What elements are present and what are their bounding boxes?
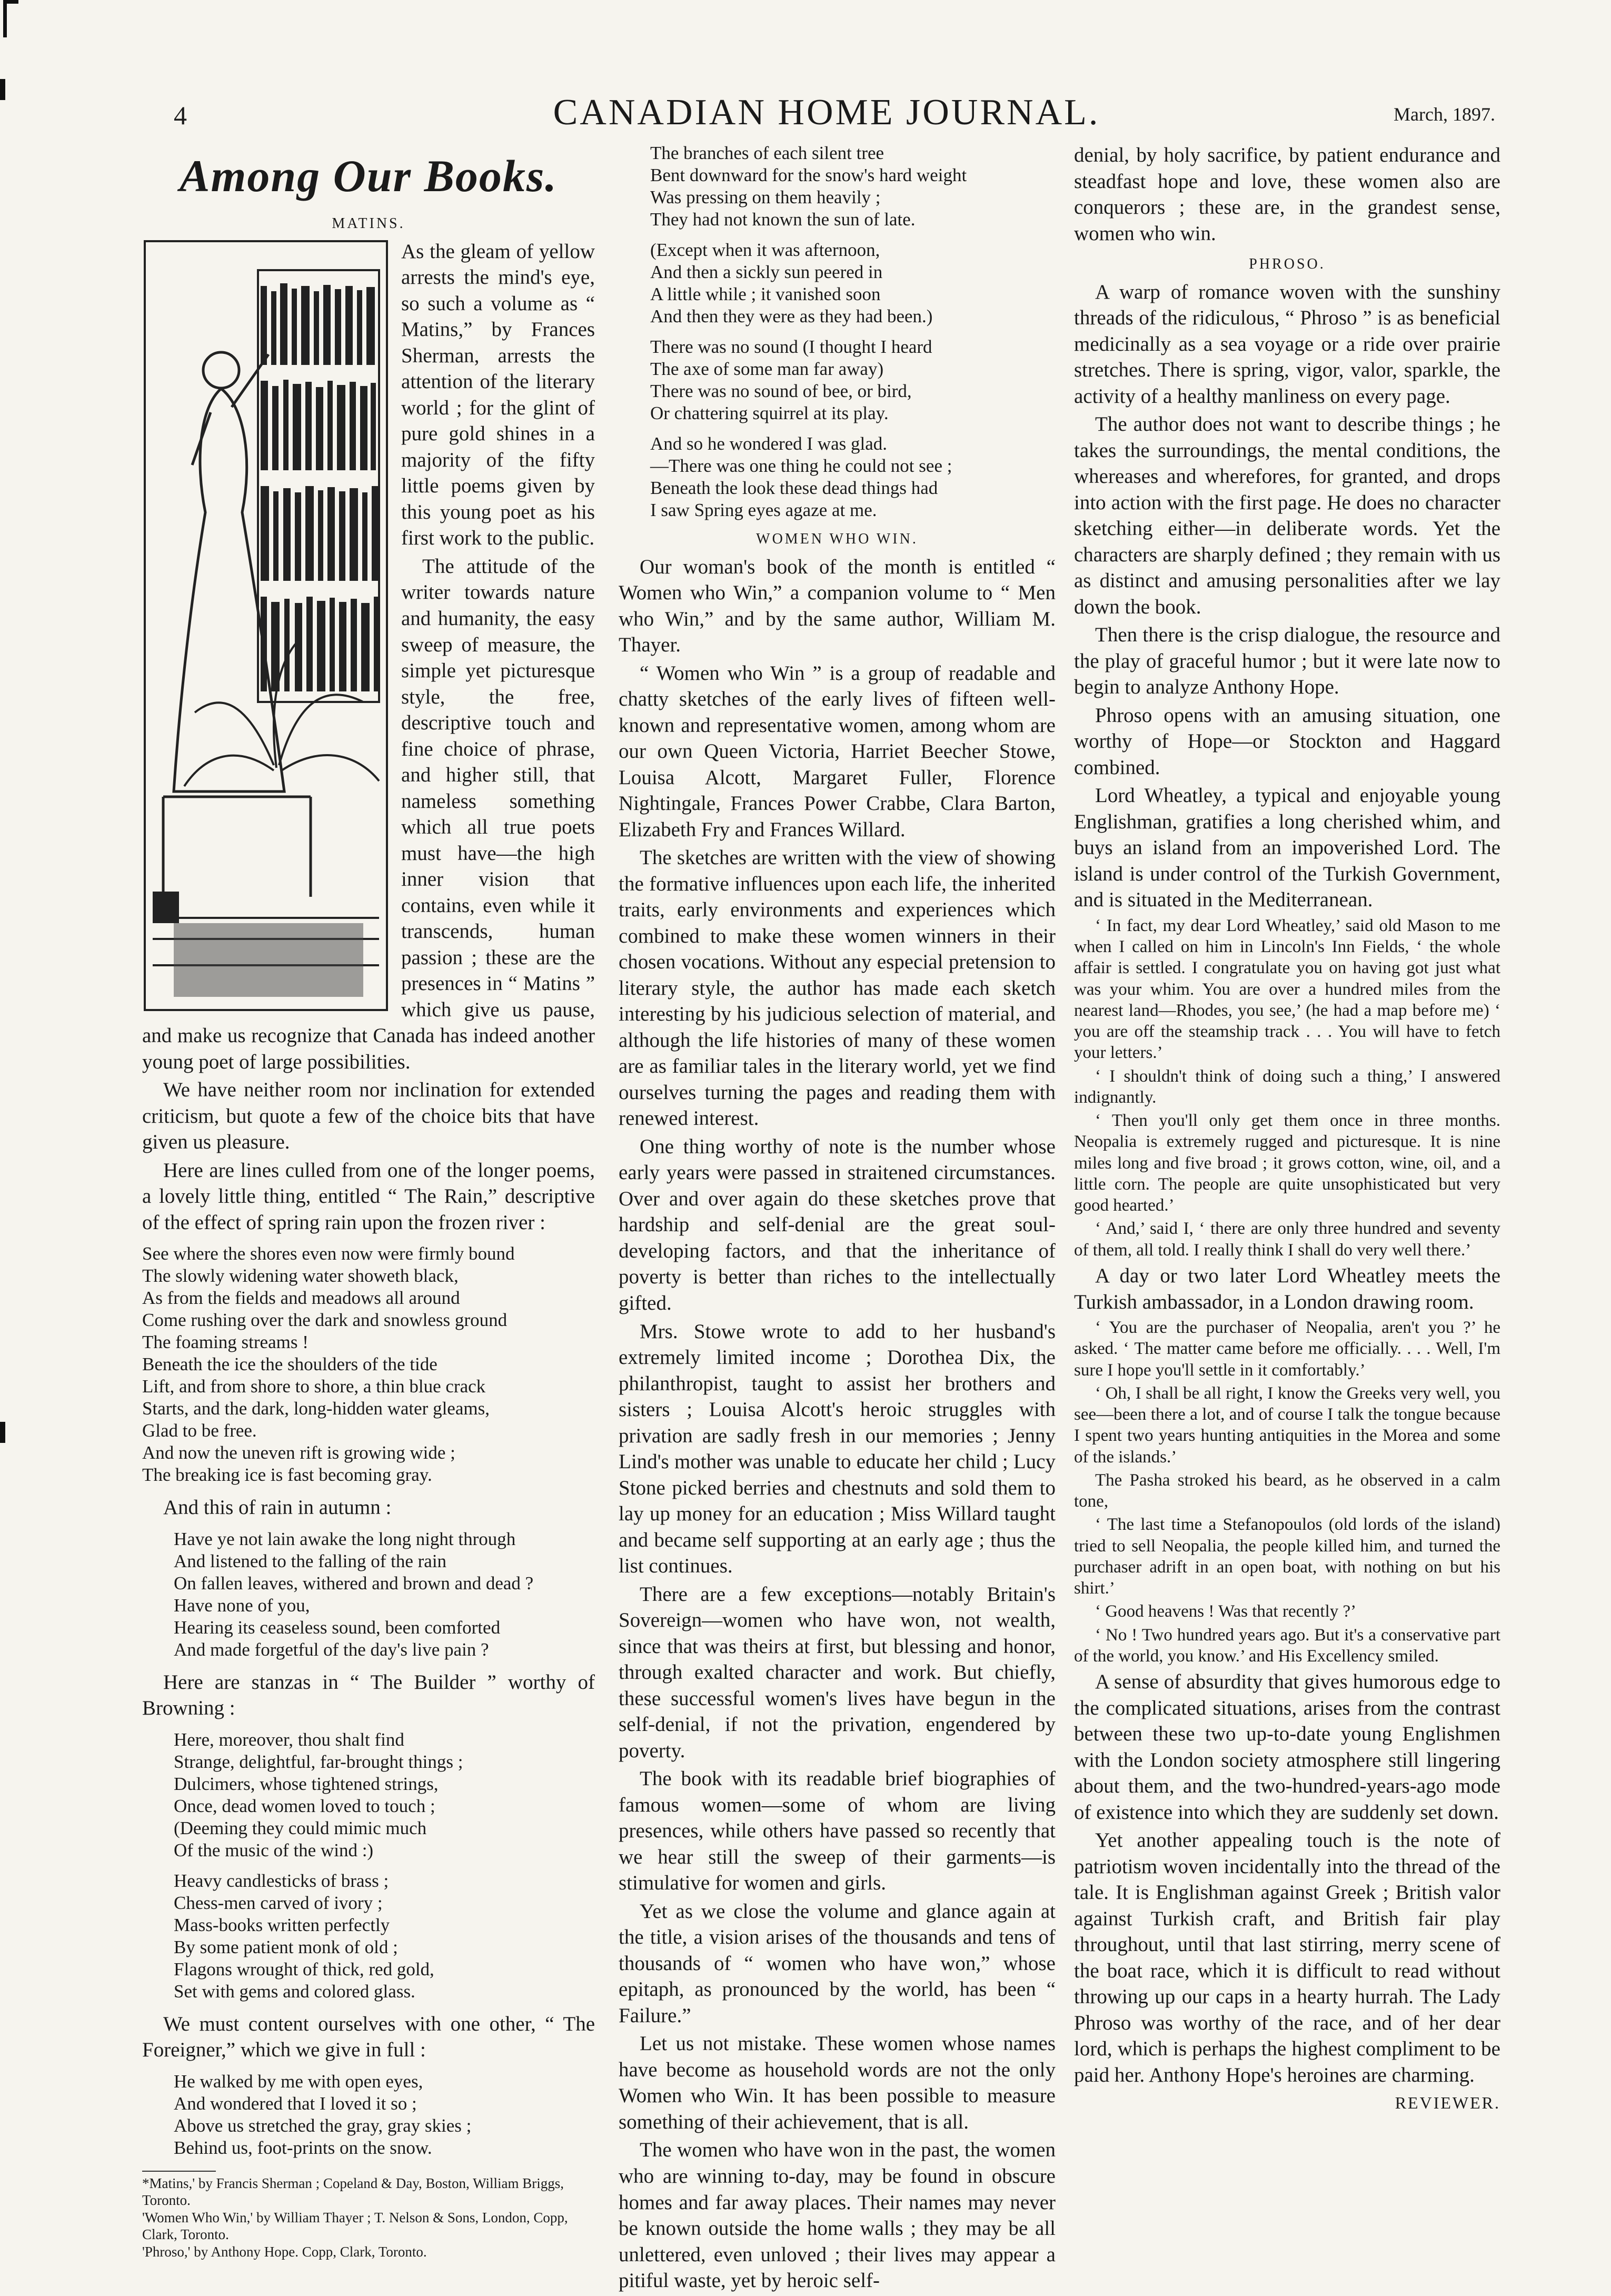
foreigner-poem-opening [142,2071,595,2159]
page-edge-tick [0,1422,5,1443]
excerpt-quote: ‘ Then you'll only get them once in three months. Neopalia is extremely rugged and picturesque. It is nine miles long and five broad ; it grows cotton, wine, oil, and a little corn. The people are quite unsophisticated but very good hearted.’ [1074,1111,1500,1215]
excerpt-quote: ‘ In fact, my dear Lord Wheatley,’ said old Mason to me when I called on him in Lincoln's Inn Fields, ‘ the whole affair is settled. I congratulate you on having got just what was your whim. You are over a hundred miles from the nearest land—Rhodes, you see,’ (he had a map before me) ‘ you are off the steamship track . . . You will have to fetch your letters.’ [1074,916,1500,1063]
phroso-paragraph-3: Then there is the crisp dialogue, the resource and the play of graceful humor ; but it were late now to begin to analyze Anthony Hope. [1074,624,1500,699]
phroso-paragraph-2: The author does not want to describe things ; he takes the surroundings, the mental conditions, the whereases and wherefores, for granted, and drops into action with the first page. He does no character sketching either—in deliberate words. Yet the characters are sharply defined ; they remain with us as distinct and amusing personalities after we lay down the book. [1074,413,1500,618]
reviewer-signature: REVIEWER. [1395,2093,1500,2113]
text-line: Was pressing on them heavily ; [650,187,881,207]
text-line: Behind us, foot-prints on the snow. [174,2137,432,2158]
phroso-excerpt-2 [1074,1317,1500,1667]
women-paragraph-1: Our woman's book of the month is entitled “ Women who Win,” a companion volume to “ Men who Win,” and by the same author, William M. Thayer. [619,555,1056,657]
text-line: Once, dead women loved to touch ; [174,1795,435,1816]
text-line: *Matins,' by Francis Sherman ; Copeland & Day, Boston, William Briggs, Toronto. [142,2175,564,2209]
text-line: There was no sound of bee, or bird, [650,381,912,401]
text-line: Starts, and the dark, long-hidden water gleams, [142,1398,490,1419]
footnote-rule [142,2171,216,2172]
excerpt-quote: ‘ You are the purchaser of Neopalia, aren't you ?’ he asked. ‘ The matter came before me officially. . . . Well, I'm sure I hope you'll settle in it comfortably.’ [1074,1318,1500,1380]
text-line: And then a sickly sun peered in [650,262,883,282]
women-paragraph-2: “ Women who Win ” is a group of readable and chatty sketches of the early lives of fifteen well-known and representative women, among whom are our own Queen Victoria, Harriet Beecher Stowe, Louisa Alcott, Margaret Fuller, Florence Nightingale, Frances Power Crabbe, Clara Barton, Elizabeth Fry and Frances Willard. [619,661,1056,841]
foreigner-stanza-4 [650,336,1056,424]
matins-paragraph-5: And this of rain in autumn : [163,1496,392,1519]
text-line: The slowly widening water showeth black, [142,1265,459,1286]
text-line: Strange, delightful, far-brought things ; [174,1751,463,1772]
text-line: I saw Spring eyes agaze at me. [650,500,877,520]
text-line: Hearing its ceaseless sound, been comforted [174,1617,501,1638]
matins-paragraph-6: Here are stanzas in “ The Builder ” worthy of Browning : [142,1670,595,1720]
column-3 [1074,142,1500,2114]
foreigner-stanza-2 [650,142,1056,231]
text-line: Heavy candlesticks of brass ; [174,1870,389,1891]
text-line: —There was one thing he could not see ; [650,456,952,476]
text-line: He walked by me with open eyes, [174,2071,423,2092]
page-edge-tick [0,79,5,100]
phroso-paragraph-8: Yet another appealing touch is the note of patriotism woven incidentally into the thread of the tale. It is Englishman against Greek ; British valor against Turkish craft, and British fair play throughout, until that last stirring, merry scene of the boat race, which it is difficult to read without throwing up our caps in a hearty hurrah. The Lady Phroso was worthy of the race, and of her dear lord, which is perhaps the highest compliment to be paid her. Anthony Hope's heroines are charming. [1074,1829,1500,2086]
text-line: Set with gems and colored glass. [174,1981,415,2002]
text-line: (Deeming they could mimic much [174,1817,427,1838]
phroso-paragraph-6: A day or two later Lord Wheatley meets the Turkish ambassador, in a London drawing room. [1074,1264,1500,1313]
text-line: Above us stretched the gray, gray skies ; [174,2115,472,2136]
text-line: Chess-men carved of ivory ; [174,1892,383,1913]
text-line: Beneath the ice the shoulders of the tide [142,1354,437,1375]
text-line: A little while ; it vanished soon [650,284,881,304]
text-line: 'Phroso,' by Anthony Hope. Copp, Clark, Toronto. [142,2243,427,2260]
matins-paragraph-3: We have neither room nor inclination for extended criticism, but quote a few of the choice bits that have given us pleasure. [142,1078,595,1154]
text-line: Glad to be free. [142,1420,257,1441]
text-line: And then they were as they had been.) [650,306,933,326]
section-heading-phroso: PHROSO. [1249,256,1326,273]
autumn-poem [142,1528,595,1661]
excerpt-quote: The Pasha stroked his beard, as he observed in a calm tone, [1074,1470,1500,1511]
text-line: Have ye not lain awake the long night through [174,1528,516,1549]
text-line: The branches of each silent tree [650,143,884,163]
foreigner-stanza-5 [650,433,1056,521]
text-line: By some patient monk of old ; [174,1936,398,1957]
page-header [158,84,1495,132]
text-line: On fallen leaves, withered and brown and dead ? [174,1572,534,1594]
journal-title: CANADIAN HOME JOURNAL. [553,92,1100,133]
phroso-paragraph-7: A sense of absurdity that gives humorous edge to the complicated situations, arises from the contrast between these two up-to-date young Englishmen with the London society atmosphere still lingering about them, and the two-hundred-years-ago mode of existence into which they are suddenly set down. [1074,1670,1500,1824]
excerpt-quote: ‘ The last time a Stefanopoulos (old lords of the island) tried to sell Neopalia, the people killed him, and turned the purchaser adrift in an open boat, with nothing on but his shirt.’ [1074,1515,1500,1598]
text-line: Beneath the look these dead things had [650,478,938,498]
women-paragraph-9: Let us not mistake. These women whose names have become as household words are not the only Women who Win. It has been possible to measure something of their achievement, that is all. [619,2032,1056,2133]
excerpt-quote: ‘ Good heavens ! Was that recently ?’ [1095,1602,1357,1621]
text-line: And so he wondered I was glad. [650,433,888,454]
text-line: And wondered that I loved it so ; [174,2093,417,2114]
rain-poem [142,1243,595,1486]
women-paragraph-10: The women who have won in the past, the women who are winning to-day, may be found in obscure homes and far away places. Their names may never be known outside the home walls ; they may be all unlettered, even unloved ; their lives may appear a pitiful waste, yet by heroic self- [619,2139,1056,2292]
phroso-paragraph-4: Phroso opens with an amusing situation, one worthy of Hope—or Stockton and Haggard combined. [1074,704,1500,779]
excerpt-quote: ‘ I shouldn't think of doing such a thing,’ I answered indignantly. [1074,1066,1500,1107]
matins-paragraph-2: The attitude of the writer towards nature and humanity, the easy sweep of measure, the simple yet picturesque style, the free, descriptive touch and fine choice of phrase, and higher still, that nameless something which all true poets must have—the high inner vision that contains, even while it transcends, human passion ; these are the presences in “ Matins ” which give us pause, and make us recognize that Canada has indeed another young poet of large possibilities. [142,555,595,1073]
section-heading-matins: MATINS. [332,215,405,232]
page-number: 4 [174,101,187,130]
text-line: The axe of some man far away) [650,359,884,379]
foreigner-poem-continued [619,142,1056,521]
text-line: The breaking ice is fast becoming gray. [142,1464,432,1486]
woman-reading-illustration [142,239,390,1013]
women-paragraph-6: There are a few exceptions—notably Britain's Sovereign—women who have won, not wealth, since that was theirs at first, but blessing and honor, through exalted character and work. But chiefly, these successful women's lives have begun in the self-denial, if not the privation, engendered by poverty. [619,1582,1056,1762]
builder-stanza-2 [174,1870,595,2003]
column-2 [619,142,1056,2296]
text-line: Or chattering squirrel at its play. [650,403,889,423]
text-line: See where the shores even now were firmly bound [142,1243,515,1264]
text-line: (Except when it was afternoon, [650,240,880,260]
excerpt-quote: ‘ No ! Two hundred years ago. But it's a conservative part of the world, you know.’ and His Excellency smiled. [1074,1625,1500,1666]
issue-date: March, 1897. [1394,104,1495,125]
text-line: As from the fields and meadows all around [142,1288,460,1309]
column-1 [142,142,595,2260]
text-line: And made forgetful of the day's live pain ? [174,1639,489,1660]
text-line: Bent downward for the snow's hard weight [650,165,967,185]
section-heading-women-who-win: WOMEN WHO WIN. [756,531,918,547]
women-paragraph-5: Mrs. Stowe wrote to add to her husband's extremely limited income ; Dorothea Dix, the philanthropist, taught to assist her brothers and sisters ; Louisa Alcott's heroic struggles with privation are sadly fresh in our memories ; Jenny Lind's mother was unable to educate her child ; Lucy Stone picked berries and chestnuts and sold them to lay up money for an education ; Miss Willard taught and became self supporting at an early age ; thus the list continues. [619,1320,1056,1578]
text-line: Here, moreover, thou shalt find [174,1729,404,1750]
matins-paragraph-7: We must content ourselves with one other, “ The Foreigner,” which we give in full : [142,2012,595,2062]
text-line: Of the music of the wind :) [174,1839,374,1860]
women-paragraph-7: The book with its readable brief biographies of famous women—some of whom are living presences, while others have passed so recently that we hear still the sweep of their garments—is stimulative for women and girls. [619,1767,1056,1895]
text-line: Have none of you, [174,1595,310,1616]
text-line: There was no sound (I thought I heard [650,337,932,357]
excerpt-quote: ‘ Oh, I shall be all right, I know the Greeks very well, you see—been there a lot, and of course I talk the tongue because I spent two years hunting antiquities in the Morea and some of the islands.’ [1074,1383,1500,1467]
text-line: They had not known the sun of late. [650,209,916,230]
women-paragraph-4: One thing worthy of note is the number whose early years were passed in straitened circumstances. Over and over again do these sketches prove that hardship and self-denial are the great soul-developing factors, and that the inheritance of poverty is better than riches to the intellectually gifted. [619,1135,1056,1314]
matins-intro: As the gleam of yellow arrests the mind's eye, so such a volume as “ Matins,” by Frances Sherman, arrests the attention of the literary world ; for the glint of pure gold shines in a majority of the fifty little poems given by this young poet as his first work to the public. [401,240,595,550]
women-paragraph-continued: denial, by holy sacrifice, by patient endurance and steadfast hope and love, these women also are conquerors ; these are, in the grandest sense, women who win. [1074,144,1500,245]
phroso-paragraph-1: A warp of romance woven with the sunshiny threads of the ridiculous, “ Phroso ” is as beneficial medicinally as a sea voyage or a ride over prairie stretches. There is spring, vigor, valor, sparkle, the activity of a healthy manliness on every page. [1074,280,1500,408]
text-line: Flagons wrought of thick, red gold, [174,1958,434,1980]
text-line: 'Women Who Win,' by William Thayer ; T. Nelson & Sons, London, Copp, Clark, Toronto. [142,2209,568,2243]
foreigner-stanza-3 [650,239,1056,328]
women-paragraph-8: Yet as we close the volume and glance again at the title, a vision arises of the thousands and tens of thousands of “ women who have won,” whose epitaph, as pronounced by the world, has been “ Failure.” [619,1899,1056,2027]
article-title: Among Our Books. [180,151,558,201]
phroso-excerpt [1074,915,1500,1261]
builder-poem [142,1729,595,2003]
matins-paragraph-4: Here are lines culled from one of the longer poems, a lovely little thing, entitled “ The Rain,” descriptive of the effect of spring rain upon the frozen river : [142,1159,595,1234]
women-paragraph-3: The sketches are written with the view of showing the formative influences upon each life, the inherited traits, early environments and experiences which combined to make these women winners in their chosen vocations. Without any especial pretension to literary style, the author has made each sketch interesting by his judicious selection of material, and although the life histories of many of these women are as familiar tales in the literary world, yet we find ourselves turning the pages and reading them with renewed interest. [619,846,1056,1130]
text-line: Dulcimers, whose tightened strings, [174,1773,439,1794]
builder-stanza-1 [174,1729,595,1862]
text-line: Mass-books written perfectly [174,1914,390,1935]
text-line: Lift, and from shore to shore, a thin blue crack [142,1376,486,1397]
footnotes [142,2175,595,2260]
phroso-paragraph-5: Lord Wheatley, a typical and enjoyable young Englishman, gratifies a long cherished whim, and buys an island from an impoverished Lord. The island is under control of the Turkish Government, and is situated in the Mediterranean. [1074,784,1500,912]
excerpt-quote: ‘ And,’ said I, ‘ there are only three hundred and seventy of them, all told. I really think I shall do very well there.’ [1074,1219,1500,1260]
text-line: And listened to the falling of the rain [174,1550,447,1571]
text-line: Come rushing over the dark and snowless ground [142,1310,508,1331]
text-line: The foaming streams ! [142,1332,309,1353]
page-corner-mark [3,0,18,37]
text-line: And now the uneven rift is growing wide ; [142,1442,455,1463]
